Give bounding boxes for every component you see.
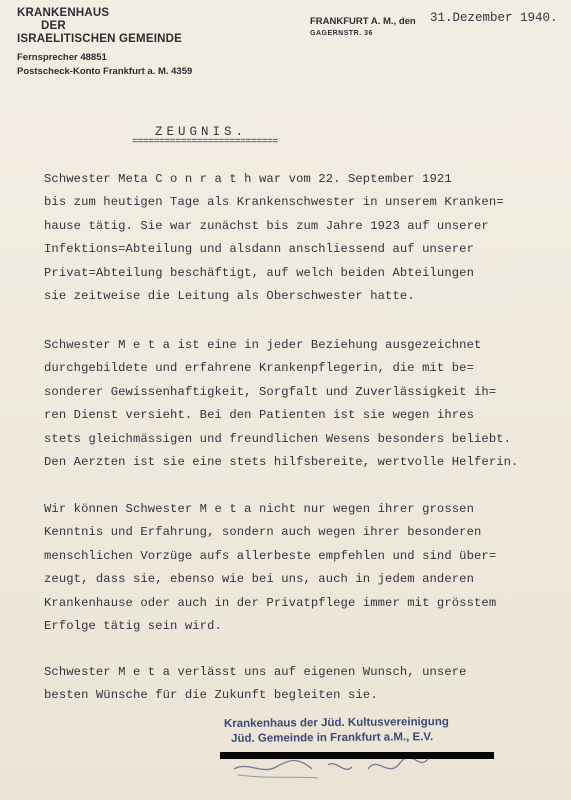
letterhead-phone: Fernsprecher 48851 — [17, 52, 107, 63]
redaction-bar — [220, 752, 494, 759]
text-line: Krankenhause oder auch in der Privatpflege immer mit grösstem — [44, 595, 497, 610]
text-line: Schwester M e t a ist eine in jeder Beziehung ausgezeichnet — [44, 338, 482, 352]
stamp-line-1: Krankenhaus der Jüd. Kultusvereinigung — [223, 716, 449, 730]
title-underline: =========================== — [132, 137, 278, 148]
street-address: GAGERNSTR. 36 — [310, 30, 373, 37]
paragraph-1 — [44, 168, 564, 308]
text-line: ren Dienst versieht. Bei den Patienten ist sie wegen ihres — [44, 408, 474, 423]
paragraph-4 — [44, 661, 564, 708]
institution-stamp — [224, 715, 449, 747]
text-line: zeugt, dass sie, ebenso wie bei uns, auch in jedem anderen — [44, 572, 474, 587]
stamp-line-2: Jüd. Gemeinde in Frankfurt a.M., E.V. — [231, 731, 434, 745]
text-line: menschlichen Vorzüge aufs allerbeste empfehlen und sind über= — [44, 548, 497, 563]
document-title: ZEUGNIS. — [155, 125, 248, 139]
text-line: Privat=Abteilung beschäftigt, auf welch beiden Abteilungen — [44, 265, 474, 280]
text-line: Kenntnis und Erfahrung, sondern auch wegen ihrer besonderen — [44, 525, 482, 540]
text-line: hause tätig. Sie war zunächst bis zum Jahre 1923 auf unserer — [44, 218, 489, 233]
place-label: FRANKFURT A. M., den — [310, 16, 416, 27]
text-line: stets gleichmässigen und freundlichen Wesens besonders beliebt. — [44, 431, 512, 446]
paragraph-2 — [44, 334, 564, 474]
letterhead-line-1: KRANKENHAUS — [17, 7, 110, 19]
text-line: Wir können Schwester M e t a nicht nur wegen ihrer grossen — [44, 502, 474, 516]
letter-date: 31.Dezember 1940. — [430, 11, 558, 25]
letterhead-line-3: ISRAELITISCHEN GEMEINDE — [17, 33, 182, 45]
text-line: Infektions=Abteilung und alsdann anschliessend auf unserer — [44, 242, 474, 257]
text-line: sonderer Gewissenhaftigkeit, Sorgfalt und Zuverlässigkeit ih= — [44, 384, 497, 399]
text-line: Erfolge tätig sein wird. — [44, 618, 222, 633]
signature-scribble — [228, 745, 468, 785]
letterhead — [17, 7, 192, 78]
text-line: Schwester M e t a verlässt uns auf eigenen Wunsch, unsere — [44, 665, 467, 679]
text-line: bis zum heutigen Tage als Krankenschwester in unserem Kranken= — [44, 195, 504, 210]
text-line: Schwester Meta C o n r a t h war vom 22. September 1921 — [44, 172, 452, 186]
letterhead-account: Postscheck-Konto Frankfurt a. M. 4359 — [17, 66, 193, 77]
text-line: Den Aerzten ist sie eine stets hilfsbereite, wertvolle Helferin. — [44, 454, 519, 469]
paragraph-3 — [44, 498, 564, 638]
text-line: besten Wünsche für die Zukunft begleiten sie. — [44, 688, 378, 703]
text-line: durchgebildete und erfahrene Krankenpflegerin, die mit be= — [44, 361, 474, 376]
letterhead-line-2: DER — [41, 20, 66, 32]
text-line: sie zeitweise die Leitung als Oberschwester hatte. — [44, 288, 415, 303]
